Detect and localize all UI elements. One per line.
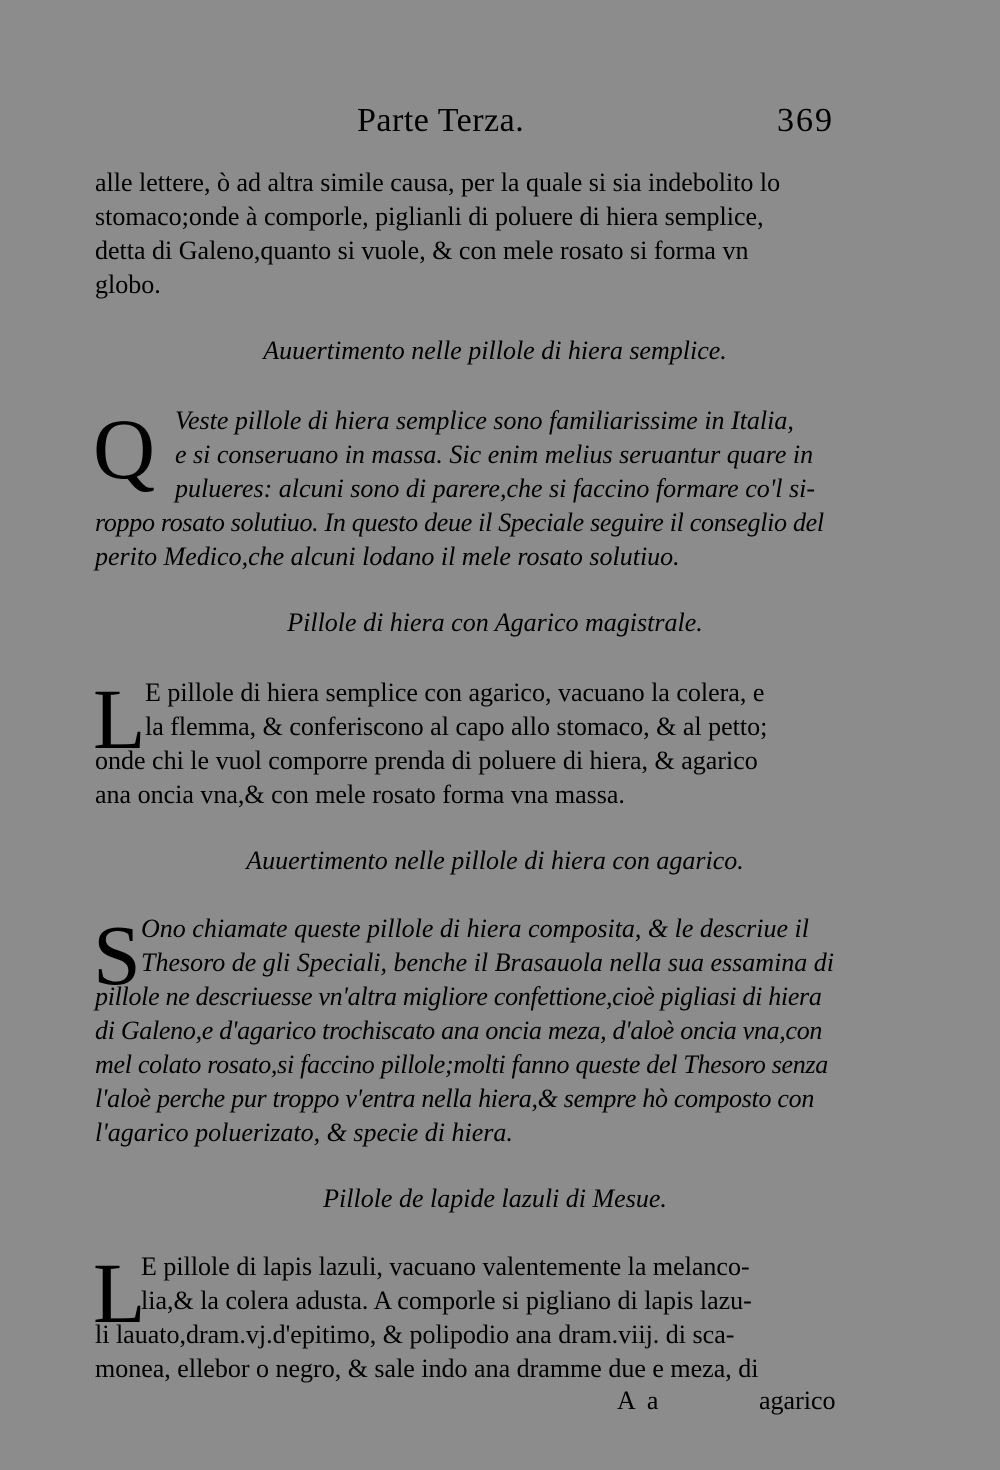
text-line: Ono chiamate queste pillole di hiera composita, & le descriue il	[141, 914, 809, 943]
text-line: monea, ellebor o negro, & sale indo ana dramme due e meza, di	[95, 1354, 759, 1383]
text-line: E pillole di lapis lazuli, vacuano valentemente la melanco-	[141, 1252, 750, 1281]
text-line: mel colato rosato,si faccino pillole;molti fanno queste del Thesoro senza	[95, 1050, 828, 1079]
text-line: onde chi le vuol comporre prenda di poluere di hiera, & agarico	[95, 746, 758, 775]
text-line: l'agarico poluerizato, & specie di hiera.	[95, 1118, 513, 1147]
paragraph-pillole-agarico	[93, 671, 895, 812]
paragraph-avvertimento-agarico	[93, 907, 895, 1150]
text-line: globo.	[95, 270, 161, 299]
text-line: ana oncia vna,& con mele rosato forma vna massa.	[95, 780, 625, 809]
running-head	[95, 102, 895, 152]
text-line: e si conseruano in massa. Sic enim melius seruantur quare in	[175, 440, 814, 469]
text-line: pillole ne descriuesse vn'altra migliore confettione,cioè pigliasi di hiera	[95, 982, 822, 1011]
section-heading: Pillole di hiera con Agarico magistrale.	[287, 608, 703, 637]
running-title: Parte Terza.	[357, 102, 525, 139]
text-line: E pillole di hiera semplice con agarico, vacuano la colera, e	[145, 678, 765, 707]
section-heading: Pillole de lapide lazuli di Mesue.	[323, 1184, 667, 1213]
text-line: li lauato,dram.vj.d'epitimo, & polipodio ana dram.viij. di sca-	[95, 1320, 735, 1349]
drop-cap: Q	[93, 401, 156, 497]
section-heading: Auuertimento nelle pillole di hiera con agarico.	[246, 846, 744, 875]
text-line: Veste pillole di hiera semplice sono familiarissime in Italia,	[175, 406, 794, 435]
text-line: alle lettere, ò ad altra simile causa, per la quale si sia indebolito lo	[95, 168, 781, 197]
catchword: agarico	[759, 1386, 836, 1415]
text-line: lia,& la colera adusta. A comporle si pigliano di lapis lazu-	[141, 1286, 752, 1315]
paragraph-avvertimento-semplice	[93, 401, 895, 574]
page-footer	[95, 1386, 895, 1426]
text-line: la flemma, & conferiscono al capo allo stomaco, & al petto;	[145, 712, 768, 741]
text-line: perito Medico,che alcuni lodano il mele rosato solutiuo.	[95, 542, 680, 571]
paragraph-continuation	[95, 166, 895, 302]
book-page	[95, 0, 895, 1470]
text-line: di Galeno,e d'agarico trochiscato ana oncia meza, d'aloè oncia vna,con	[95, 1016, 823, 1045]
text-line: detta di Galeno,quanto si vuole, & con mele rosato si forma vn	[95, 236, 749, 265]
section-heading: Auuertimento nelle pillole di hiera semplice.	[263, 336, 727, 365]
drop-cap: L	[93, 1245, 146, 1341]
text-line: pulueres: alcuni sono di parere,che si faccino formare co'l si-	[175, 474, 816, 503]
page-number: 369	[777, 102, 834, 139]
text-line: l'aloè perche pur troppo v'entra nella hiera,& sempre hò composto con	[95, 1084, 815, 1113]
paragraph-lapis-lazuli	[93, 1245, 895, 1386]
text-line: Thesoro de gli Speciali, benche il Brasauola nella sua essamina di	[141, 948, 835, 977]
drop-cap: S	[93, 907, 141, 1003]
drop-cap: L	[93, 671, 146, 767]
text-line: roppo rosato solutiuo. In questo deue il Speciale seguire il conseglio del	[95, 508, 824, 537]
signature-mark: A a	[617, 1386, 662, 1415]
text-line: stomaco;onde à comporle, piglianli di poluere di hiera semplice,	[95, 202, 764, 231]
